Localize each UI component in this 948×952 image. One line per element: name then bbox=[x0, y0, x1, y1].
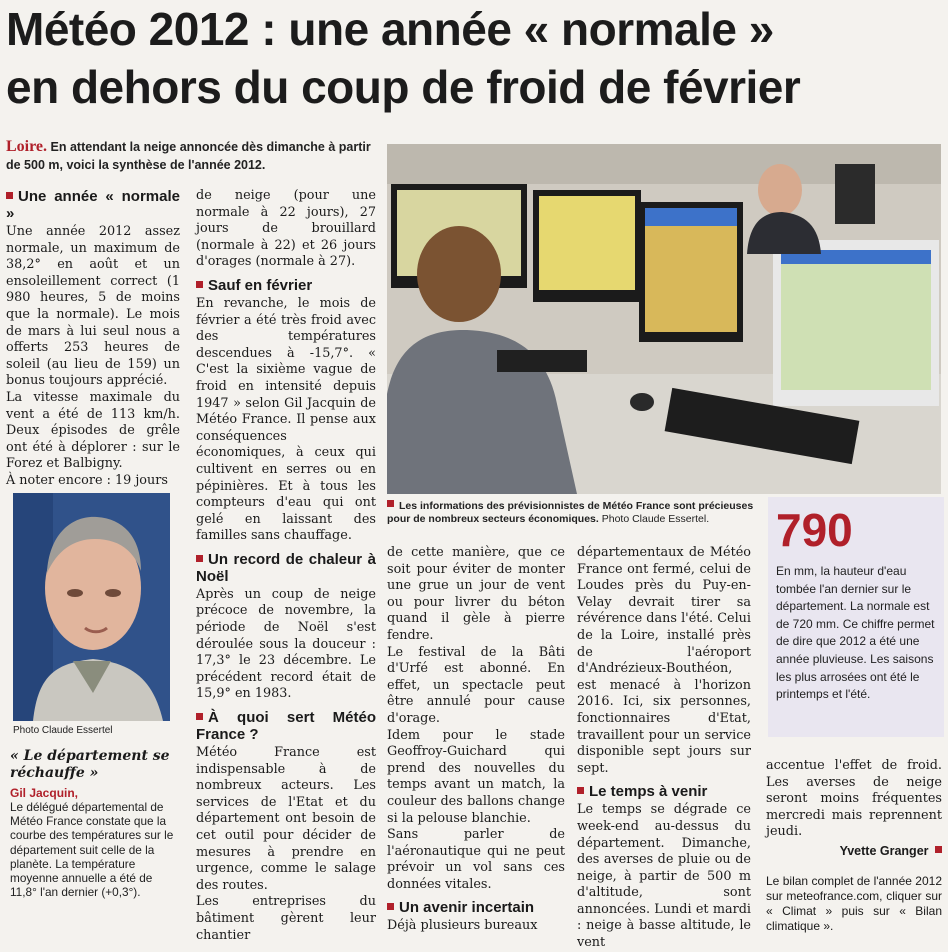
intro-text: En attendant la neige annoncée dès dimanche à partir de 500 m, voici la synthèse de l'année 2012. bbox=[6, 140, 371, 172]
paragraph: Sans parler de l'aéronautique qui ne peut prévoir un vol sans ces données vitales. bbox=[387, 827, 565, 892]
square-bullet-icon bbox=[196, 281, 203, 288]
factbox-text: En mm, la hauteur d'eau tombée l'an dernier sur le département. La normale est de 720 mm. Ce chiffre permet de dire que 2012 a été une année pluvieuse. Les saisons les plus arrosées ont été le printemps et l'été. bbox=[776, 564, 935, 702]
square-bullet-icon bbox=[196, 555, 203, 562]
portrait-credit: Photo Claude Essertel bbox=[13, 725, 113, 736]
paragraph: À noter encore : 19 jours bbox=[6, 472, 168, 488]
quote-block bbox=[10, 748, 175, 899]
paragraph: accentue l'effet de froid. Les averses de neige seront moins fréquentes mercredi mais reprennent jeudi. bbox=[766, 758, 942, 840]
paragraph: de cette manière, que ce soit pour éviter de monter une grue un jour de vent ou pour livrer du béton quand il gèle à pierre fendre. bbox=[387, 545, 565, 643]
paragraph: de neige (pour une normale à 22 jours), 27 jours de brouillard (normale à 22) et 26 jours d'orages (normale à 27). bbox=[196, 188, 376, 270]
subhead-record-chaleur: Un record de chaleur à Noël bbox=[196, 550, 376, 585]
square-bullet-icon bbox=[387, 903, 394, 910]
paragraph: Déjà plusieurs bureaux bbox=[387, 918, 538, 934]
paragraph: Le temps se dégrade ce week-end au-dessus du département. Dimanche, des averses de pluie ou de neige, à partir de 500 m d'altitude, sont annoncées. Lundi et mardi : neige à basse altitude, le vent bbox=[577, 802, 751, 951]
subhead-avenir-incertain: Un avenir incertain bbox=[387, 899, 565, 916]
paragraph: Le festival de la Bâti d'Urfé est abonné. En effet, un spectacle peut être annulé pour cause d'orage. bbox=[387, 644, 565, 726]
column-2 bbox=[196, 188, 376, 944]
signature: Yvette Granger bbox=[766, 843, 942, 860]
subhead-temps-a-venir: Le temps à venir bbox=[577, 783, 751, 800]
factbox-number: 790 bbox=[776, 504, 853, 556]
column-5 bbox=[766, 758, 942, 934]
paragraph: Météo France est indispensable à de nombreux acteurs. Les services de l'Etat et du département ont besoin de cet outil pour décider de mesures à prendre en urgence, comme le salage des routes. bbox=[196, 745, 376, 893]
pull-quote: « Le département se réchauffe » bbox=[10, 748, 170, 781]
square-bullet-icon bbox=[387, 500, 394, 507]
column-4 bbox=[577, 545, 751, 952]
main-photo-caption: Les informations des prévisionnistes de Météo France sont précieuses pour de nombreux secteurs économiques. Photo Claude Essertel. bbox=[387, 500, 754, 525]
intro-kicker: Loire. bbox=[6, 138, 48, 155]
paragraph: Une année 2012 assez normale, un maximum de 38,2° en août et un ensoleillement correct (1 980 heures, 5 de moins que la normale). Le mois de mars à lui seul nous a offerts 253 heures de soleil (au lieu de 159) un bonus toujours apprécié. bbox=[6, 224, 180, 389]
square-bullet-icon bbox=[196, 713, 203, 720]
portrait-illustration bbox=[13, 493, 170, 721]
subhead-a-quoi-sert: À quoi sert Météo France ? bbox=[196, 709, 376, 744]
bilan-link-note: Le bilan complet de l'année 2012 sur meteofrance.com, cliquer sur « Climat » puis sur « Bilan climatique ». bbox=[766, 873, 942, 933]
end-square-icon bbox=[935, 846, 942, 853]
paragraph: Idem pour le stade Geoffroy-Guichard qui prend des nouvelles du temps avant un match, la couleur des ballons change si la pelouse blanchie. bbox=[387, 727, 565, 826]
paragraph: La vitesse maximale du vent a été de 113 km/h. Deux épisodes de grêle ont été à déplorer : sur le Forez et Balbigny. bbox=[6, 389, 180, 472]
square-bullet-icon bbox=[577, 787, 584, 794]
portrait-photo bbox=[13, 493, 170, 721]
quote-author: Gil Jacquin, bbox=[10, 786, 79, 800]
paragraph: Après un coup de neige précoce de novembre, la période de Noël s'est déroulée sous la douceur : 17,3° le 23 décembre. Le précédent record était de 15,9° en 1983. bbox=[196, 586, 376, 702]
headline-line-2: en dehors du coup de froid de février bbox=[6, 61, 801, 113]
factbox-790 bbox=[768, 497, 944, 737]
subhead-sauf-fevrier: Sauf en février bbox=[196, 277, 376, 294]
paragraph: Les entreprises du bâtiment gèrent leur chantier bbox=[196, 894, 376, 943]
paragraph: En revanche, le mois de février a été très froid avec des températures descendues à -15,7°. « C'est la sixième vague de froid en intensité depuis 1947 » selon Gil Jacquin de Météo France. Il pense aux conséquences économiques, à ceux qui cultivent en serres ou en pépinières. Et à tous les compteurs d'eau qui ont gelé en laissant des familles sans chauffage. bbox=[196, 295, 376, 544]
forecasters-illustration bbox=[387, 144, 941, 494]
square-bullet-icon bbox=[6, 192, 13, 199]
headline bbox=[6, 0, 946, 116]
main-photo bbox=[387, 144, 941, 494]
main-photo-credit: Photo Claude Essertel. bbox=[601, 513, 710, 525]
subhead-annee-normale: Une année « normale » bbox=[6, 188, 180, 222]
column-3 bbox=[387, 545, 565, 935]
headline-line-1: Météo 2012 : une année « normale » bbox=[6, 3, 774, 55]
column-1 bbox=[6, 188, 180, 490]
intro bbox=[6, 138, 378, 174]
quote-body: Le délégué départemental de Météo France constate que la courbe des températures sur le département suit celle de la planète. La température moyenne annuelle a été de 11,8° l'an dernier (+0,3°). bbox=[10, 800, 174, 900]
paragraph: départementaux de Météo France ont fermé, celui de Loudes près du Puy-en-Velay devrait tirer sa révérence dans l'été. Celui de la Loire, installé près de l'aéroport d'Andrézieux-Bouthéon, est menacé à l'horizon 2016. Ici, six personnes, fonctionnaires d'Etat, travaillent pour un service disponible sept jours sur sept. bbox=[577, 545, 751, 776]
